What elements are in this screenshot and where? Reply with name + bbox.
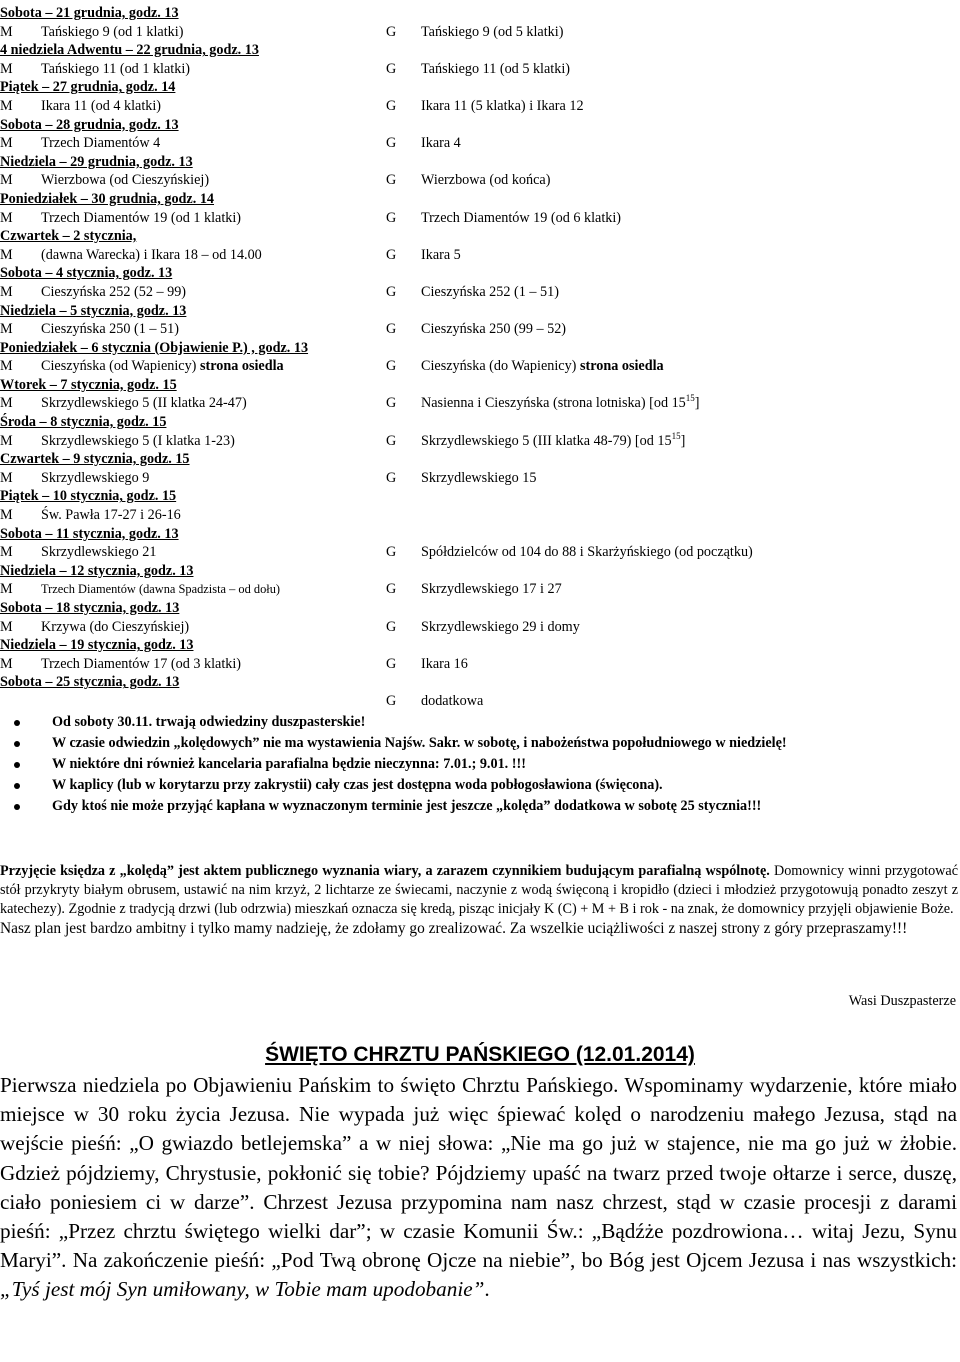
schedule-group-m-label: M: [0, 507, 13, 524]
schedule-address-text: Wierzbowa (od Cieszyńskiej): [41, 172, 210, 189]
schedule-address-text: Skrzydlewskiego 9: [41, 469, 150, 486]
schedule-time-minutes: 15: [685, 393, 695, 404]
schedule-group-g-address: [421, 23, 563, 42]
schedule-group-m-label: M: [0, 581, 13, 598]
schedule-visit-row: [0, 246, 960, 265]
schedule-group-m-label: M: [0, 321, 13, 338]
schedule-date-row: [0, 525, 960, 544]
schedule-visit-row: [0, 320, 960, 339]
section-text-end: .: [484, 1277, 490, 1302]
schedule-group-g-label: G: [386, 432, 397, 449]
schedule-group-g-address: [421, 171, 550, 190]
schedule-group-g-label: G: [386, 172, 397, 189]
schedule-date-row: [0, 4, 960, 23]
visit-schedule: [0, 4, 960, 711]
schedule-group-m-address: [41, 209, 241, 228]
schedule-visit-row: [0, 580, 960, 599]
schedule-address-text: Skrzydlewskiego 15: [421, 469, 537, 486]
schedule-date: Piątek – 27 grudnia, godz. 14: [0, 79, 176, 96]
schedule-group-m-address: [41, 618, 189, 637]
announcement-text: W niektóre dni również kancelaria parafialna będzie nieczynna: 7.01.; 9.01. !!!: [52, 756, 526, 772]
announcement-item: [0, 734, 960, 753]
schedule-group-m-label: M: [0, 395, 13, 412]
schedule-group-g-address: [421, 618, 580, 637]
schedule-group-g-label: G: [386, 60, 397, 77]
schedule-address-text: Trzech Diamentów 17 (od 3 klatki): [41, 655, 242, 672]
schedule-date-row: [0, 190, 960, 209]
schedule-group-m-label: M: [0, 283, 13, 300]
bullet-icon: [14, 720, 20, 726]
schedule-group-g-address: [421, 692, 483, 711]
schedule-group-g-label: G: [386, 246, 397, 263]
schedule-group-g-address: [421, 134, 461, 153]
schedule-group-g-address: [421, 394, 700, 413]
schedule-group-m-address: [41, 357, 284, 376]
schedule-address-text: Tańskiego 11 (od 1 klatki): [41, 60, 190, 77]
schedule-group-g-address: [421, 60, 570, 79]
schedule-group-g-label: G: [386, 655, 397, 672]
schedule-visit-row: [0, 209, 960, 228]
schedule-group-g-label: G: [386, 97, 397, 114]
signature: Wasi Duszpasterze: [848, 993, 956, 1009]
schedule-date-row: [0, 636, 960, 655]
schedule-address-text: Skrzydlewskiego 29 i domy: [421, 618, 580, 635]
schedule-date: Piątek – 10 stycznia, godz. 15: [0, 488, 177, 505]
schedule-group-m-label: M: [0, 655, 13, 672]
schedule-group-g-address: [421, 97, 584, 116]
schedule-visit-row: [0, 60, 960, 79]
schedule-group-m-address: [41, 97, 161, 116]
schedule-date-row: [0, 413, 960, 432]
schedule-address-text: Ikara 16: [421, 655, 468, 672]
schedule-date: Sobota – 11 stycznia, godz. 13: [0, 525, 179, 542]
announcement-text: Od soboty 30.11. trwają odwiedziny duszpasterskie!: [52, 714, 366, 730]
schedule-address-text: Skrzydlewskiego 5 (II klatka 24-47): [41, 395, 247, 412]
schedule-address-text: Skrzydlewskiego 5 (III klatka 48-79) [od 15: [421, 432, 672, 449]
schedule-address-tail: ]: [694, 395, 700, 412]
schedule-group-m-address: [41, 543, 156, 562]
schedule-address-text: Cieszyńska 250 (99 – 52): [421, 321, 567, 338]
schedule-date: Poniedziałek – 30 grudnia, godz. 14: [0, 190, 215, 207]
schedule-group-g-label: G: [386, 358, 397, 375]
schedule-address-text: Spółdzielców od 104 do 88 i Skarżyńskiego (od początku): [421, 544, 753, 561]
schedule-group-g-address: [421, 469, 536, 488]
schedule-group-g-label: G: [386, 581, 397, 598]
section-paragraph: [0, 1071, 957, 1305]
schedule-address-text: Trzech Diamentów (dawna Spadzista – od dołu): [41, 582, 281, 597]
schedule-address-text: Tańskiego 9 (od 5 klatki): [421, 23, 564, 40]
announcement-item: [0, 797, 960, 816]
schedule-address-text: Ikara 4: [421, 135, 461, 152]
schedule-date-row: [0, 302, 960, 321]
schedule-group-m-address: [41, 655, 241, 674]
schedule-group-g-address: [421, 655, 468, 674]
announcement-item: [0, 713, 960, 732]
schedule-address-text: Skrzydlewskiego 5 (I klatka 1-23): [41, 432, 235, 449]
schedule-date: Sobota – 25 stycznia, godz. 13: [0, 674, 180, 691]
schedule-group-g-label: G: [386, 283, 397, 300]
schedule-visit-row: [0, 655, 960, 674]
schedule-group-m-label: M: [0, 209, 13, 226]
schedule-group-m-address: [41, 506, 181, 525]
schedule-address-tail: ]: [680, 432, 686, 449]
schedule-date-row: [0, 599, 960, 618]
schedule-address-text: Cieszyńska 252 (1 – 51): [421, 283, 559, 300]
schedule-address-text: Tańskiego 9 (od 1 klatki): [41, 23, 184, 40]
schedule-date-row: [0, 487, 960, 506]
note-text: Domownicy winni przygotować stół przykryty białym obrusem, ustawić na nim krzyż, 2 lichtarze ze świecami, naczynie z wodą święconą i kropidło (dzieci i młodzież przygotowują ponadto zeszyt z katechezy). Zgodnie z tradycją drzwi (lub odrzwia) mieszkań oznacza się kredą, pisząc inicjały K (C) + M + B i rok - na znak, że domownicy przyjęli objawienie Boże.: [0, 863, 958, 917]
schedule-address-text: Wierzbowa (od końca): [421, 172, 551, 189]
schedule-group-g-address: [421, 246, 461, 265]
announcement-list: [0, 713, 960, 818]
schedule-date: Wtorek – 7 stycznia, godz. 15: [0, 376, 177, 393]
schedule-group-m-label: M: [0, 432, 13, 449]
schedule-date: 4 niedziela Adwentu – 22 grudnia, godz. 13: [0, 42, 259, 59]
schedule-group-m-label: M: [0, 23, 13, 40]
schedule-address-text: Cieszyńska (do Wapienicy): [421, 358, 577, 375]
schedule-group-m-address: [41, 23, 183, 42]
schedule-group-m-address: [41, 283, 186, 302]
schedule-group-m-label: M: [0, 246, 13, 263]
note-paragraph-1: [0, 862, 958, 919]
schedule-address-text: Trzech Diamentów 19 (od 1 klatki): [41, 209, 242, 226]
schedule-visit-row: [0, 134, 960, 153]
schedule-visit-row: [0, 506, 960, 525]
schedule-group-g-label: G: [386, 469, 397, 486]
schedule-address-text: Krzywa (do Cieszyńskiej): [41, 618, 190, 635]
schedule-group-m-address: [41, 432, 235, 451]
schedule-date: Środa – 8 stycznia, godz. 15: [0, 414, 167, 431]
schedule-address-text: Cieszyńska 252 (52 – 99): [41, 283, 187, 300]
schedule-group-m-label: M: [0, 469, 13, 486]
schedule-date-row: [0, 78, 960, 97]
schedule-date: Sobota – 21 grudnia, godz. 13: [0, 5, 179, 21]
schedule-date-row: [0, 41, 960, 60]
schedule-address-text: Ikara 5: [421, 246, 461, 263]
schedule-visit-row: [0, 97, 960, 116]
schedule-group-m-address: [41, 580, 280, 599]
schedule-visit-row: [0, 23, 960, 42]
note-paragraph-2: Nasz plan jest bardzo ambitny i tylko mamy nadzieję, że zdołamy go zrealizować. Za wszelkie uciążliwości z naszej strony z góry przepraszamy!!!: [0, 920, 908, 937]
schedule-group-g-address: [421, 283, 559, 302]
schedule-group-m-address: [41, 134, 160, 153]
bullet-icon: [14, 804, 20, 810]
schedule-visit-row: [0, 283, 960, 302]
schedule-date: Niedziela – 12 stycznia, godz. 13: [0, 562, 194, 579]
schedule-visit-row: [0, 469, 960, 488]
schedule-date: Niedziela – 5 stycznia, godz. 13: [0, 302, 187, 319]
schedule-group-m-label: M: [0, 135, 13, 152]
schedule-address-text: Trzech Diamentów 4: [41, 135, 161, 152]
schedule-group-g-address: [421, 209, 621, 228]
schedule-group-m-label: M: [0, 60, 13, 77]
announcement-text: W kaplicy (lub w korytarzu przy zakrystii) cały czas jest dostępna woda pobłogosławiona (święcona).: [52, 777, 663, 793]
announcement-text: Gdy ktoś nie może przyjąć kapłana w wyznaczonym terminie jest jeszcze „kolęda” dodatkowa w sobotę 25 stycznia!!!: [52, 798, 762, 814]
schedule-date: Czwartek – 2 stycznia,: [0, 228, 137, 245]
schedule-group-m-address: [41, 246, 262, 265]
schedule-group-g-address: [421, 580, 562, 599]
notes-section: [0, 862, 958, 939]
schedule-date: Sobota – 28 grudnia, godz. 13: [0, 116, 179, 133]
schedule-group-m-address: [41, 394, 247, 413]
schedule-date-row: [0, 376, 960, 395]
schedule-address-text: Tańskiego 11 (od 5 klatki): [421, 60, 570, 77]
schedule-date: Niedziela – 29 grudnia, godz. 13: [0, 153, 193, 170]
schedule-group-g-label: G: [386, 321, 397, 338]
schedule-group-m-address: [41, 171, 209, 190]
announcement-item: [0, 776, 960, 795]
schedule-address-text: dodatkowa: [421, 692, 484, 709]
schedule-visit-row: [0, 394, 960, 413]
schedule-group-m-label: M: [0, 172, 13, 189]
schedule-group-m-address: [41, 320, 179, 339]
schedule-address-text: (dawna Warecka) i Ikara 18 – od 14.00: [41, 246, 262, 263]
announcement-text: W czasie odwiedzin „kolędowych” nie ma wystawienia Najśw. Sakr. w sobotę, i nabożeństwa popołudniowego w niedzielę!: [52, 735, 787, 751]
schedule-date-row: [0, 116, 960, 135]
schedule-group-g-label: G: [386, 544, 397, 561]
schedule-group-g-label: G: [386, 395, 397, 412]
announcement-item: [0, 755, 960, 774]
note-bold-text: Przyjęcie księdza z „kolędą” jest aktem publicznego wyznania wiary, a zarazem czynnikiem budującym parafialną wspólnotę.: [0, 863, 770, 879]
schedule-group-g-label: G: [386, 23, 397, 40]
schedule-date-row: [0, 264, 960, 283]
schedule-date-row: [0, 562, 960, 581]
section-quote: „Tyś jest mój Syn umiłowany, w Tobie mam upodobanie”: [0, 1277, 485, 1302]
schedule-visit-row: [0, 692, 960, 711]
section-text: Pierwsza niedziela po Objawieniu Pańskim to święto Chrztu Pańskiego. Wspominamy wydarzenie, które miało miejsce w 30 roku życia Jezusa. Nie wypada już więc śpiewać kolęd o narodzeniu małego Jezusa, stąd na wejście pieśń: „O gwiazdo betlejemska” a w niej słowa: „Nie ma go już w stajence, nie ma go już w żłobie. Gdzież pójdziemy, Chrystusie, pokłonić się tobie? Pójdziemy upaść na twarz przed twoje ołtarze i serce, duszę, ciało poniesiem ci w darze”. Chrzest Jezusa przypomina nam nasz chrzest, stąd w czasie procesji z darami pieśń: „Przez chrztu świętego wielki dar”; w czasie Komunii Św.: „Bądźże pozdrowiona… witaj Jezu, Synu Maryi”. Na zakończenie pieśń: „Pod Twą obronę Ojcze na niebie”, bo Bóg jest Ojcem Jezusa i nas wszystkich:: [0, 1073, 957, 1273]
schedule-group-g-label: G: [386, 692, 397, 709]
schedule-address-note: strona osiedla: [196, 358, 284, 375]
schedule-address-text: Skrzydlewskiego 17 i 27: [421, 581, 562, 598]
schedule-date-row: [0, 450, 960, 469]
schedule-group-m-label: M: [0, 544, 13, 561]
schedule-group-g-address: [421, 357, 664, 376]
schedule-group-g-address: [421, 543, 753, 562]
schedule-group-g-address: [421, 432, 685, 451]
schedule-group-g-address: [421, 320, 566, 339]
schedule-address-text: Cieszyńska 250 (1 – 51): [41, 321, 179, 338]
schedule-group-m-address: [41, 60, 190, 79]
schedule-address-text: Ikara 11 (od 4 klatki): [41, 97, 162, 114]
schedule-address-note: strona osiedla: [576, 358, 664, 375]
schedule-group-m-label: M: [0, 97, 13, 114]
schedule-group-m-address: [41, 469, 149, 488]
schedule-group-m-label: M: [0, 358, 13, 375]
bullet-icon: [14, 762, 20, 768]
schedule-group-g-label: G: [386, 135, 397, 152]
schedule-date-row: [0, 227, 960, 246]
schedule-date: Niedziela – 19 stycznia, godz. 13: [0, 637, 194, 654]
schedule-date-row: [0, 153, 960, 172]
schedule-group-m-label: M: [0, 618, 13, 635]
schedule-time-minutes: 15: [671, 430, 681, 441]
schedule-visit-row: [0, 543, 960, 562]
schedule-group-g-label: G: [386, 209, 397, 226]
schedule-group-g-label: G: [386, 618, 397, 635]
bullet-icon: [14, 741, 20, 747]
schedule-address-text: Ikara 11 (5 klatka) i Ikara 12: [421, 97, 584, 114]
schedule-date-row: [0, 673, 960, 692]
schedule-date: Czwartek – 9 stycznia, godz. 15: [0, 451, 190, 468]
bullet-icon: [14, 783, 20, 789]
schedule-date: Sobota – 4 stycznia, godz. 13: [0, 265, 173, 282]
schedule-date: Poniedziałek – 6 stycznia (Objawienie P.) , godz. 13: [0, 339, 309, 356]
schedule-address-text: Cieszyńska (od Wapienicy): [41, 358, 197, 375]
schedule-address-text: Nasienna i Cieszyńska (strona lotniska) [od 15: [421, 395, 686, 412]
schedule-address-text: Skrzydlewskiego 21: [41, 544, 157, 561]
section-title: ŚWIĘTO CHRZTU PAŃSKIEGO (12.01.2014): [265, 1043, 695, 1066]
schedule-visit-row: [0, 432, 960, 451]
schedule-visit-row: [0, 171, 960, 190]
schedule-date-row: [0, 339, 960, 358]
schedule-visit-row: [0, 357, 960, 376]
schedule-visit-row: [0, 618, 960, 637]
schedule-address-text: Trzech Diamentów 19 (od 6 klatki): [421, 209, 622, 226]
schedule-address-text: Św. Pawła 17-27 i 26-16: [41, 507, 181, 524]
section-body: [0, 1071, 957, 1305]
schedule-date: Sobota – 18 stycznia, godz. 13: [0, 600, 180, 616]
